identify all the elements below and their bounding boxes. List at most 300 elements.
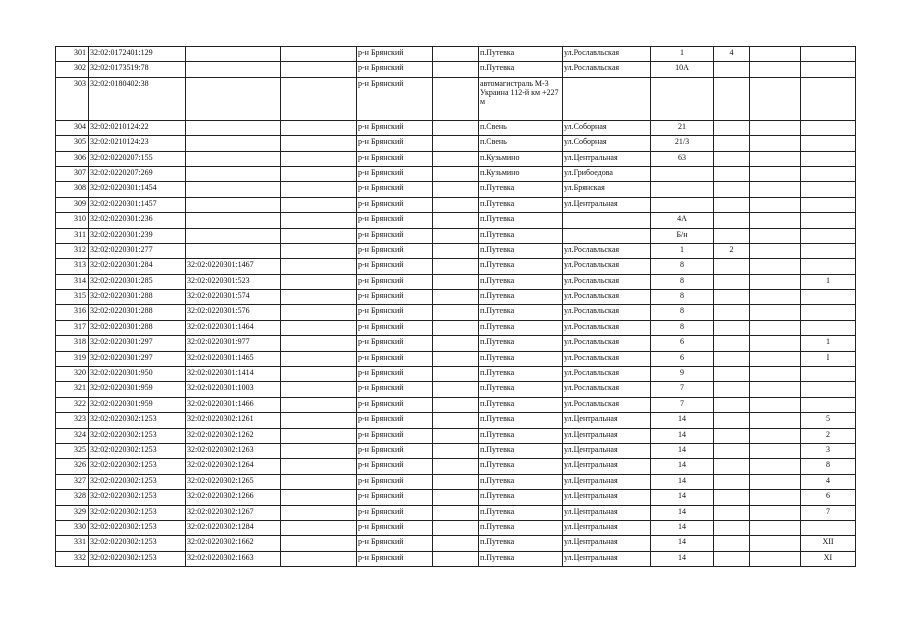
empty-cell — [433, 443, 479, 458]
empty-cell — [433, 290, 479, 305]
building-cell — [714, 459, 750, 474]
district-cell: р-н Брянский — [357, 182, 433, 197]
empty-cell — [281, 62, 357, 77]
apartment-cell — [801, 197, 856, 212]
empty-cell — [433, 474, 479, 489]
empty-cell — [281, 505, 357, 520]
linked-cadastral-number-cell: 32:02:0220302:1662 — [186, 536, 281, 551]
district-cell: р-н Брянский — [357, 197, 433, 212]
district-cell: р-н Брянский — [357, 62, 433, 77]
empty-cell — [281, 120, 357, 135]
linked-cadastral-number-cell: 32:02:0220301:1467 — [186, 259, 281, 274]
empty-cell — [433, 136, 479, 151]
table-row — [56, 520, 856, 535]
table-row — [56, 551, 856, 566]
building-cell — [714, 443, 750, 458]
house-number-cell: 14 — [651, 474, 714, 489]
district-cell: р-н Брянский — [357, 551, 433, 566]
apartment-cell — [801, 290, 856, 305]
building-cell — [714, 182, 750, 197]
empty-cell — [433, 243, 479, 258]
empty-cell — [281, 290, 357, 305]
empty-cell — [281, 520, 357, 535]
house-number-cell: 21/3 — [651, 136, 714, 151]
district-cell: р-н Брянский — [357, 536, 433, 551]
empty-cell — [433, 459, 479, 474]
table-row — [56, 120, 856, 135]
empty-cell — [281, 47, 357, 62]
linked-cadastral-number-cell: 32:02:0220302:1663 — [186, 551, 281, 566]
empty-cell — [433, 551, 479, 566]
cadastral-number-cell: 32:02:0220301:284 — [89, 259, 186, 274]
cadastral-number-cell: 32:02:0210124:23 — [89, 136, 186, 151]
empty-cell — [750, 443, 801, 458]
linked-cadastral-number-cell: 32:02:0220302:1262 — [186, 428, 281, 443]
linked-cadastral-number-cell: 32:02:0220301:977 — [186, 336, 281, 351]
table-row — [56, 320, 856, 335]
building-cell: 4 — [714, 47, 750, 62]
building-cell — [714, 274, 750, 289]
district-cell: р-н Брянский — [357, 367, 433, 382]
house-number-cell — [651, 166, 714, 181]
locality-cell: п.Путевка — [479, 274, 563, 289]
locality-cell: п.Путевка — [479, 320, 563, 335]
table-row — [56, 77, 856, 120]
house-number-cell: 8 — [651, 259, 714, 274]
cadastral-number-cell: 32:02:0210124:22 — [89, 120, 186, 135]
linked-cadastral-number-cell — [186, 136, 281, 151]
cadastral-number-cell: 32:02:0220302:1253 — [89, 551, 186, 566]
table-row — [56, 259, 856, 274]
document-page — [55, 46, 856, 567]
table-row — [56, 490, 856, 505]
row-number-cell: 321 — [56, 382, 89, 397]
linked-cadastral-number-cell — [186, 47, 281, 62]
apartment-cell — [801, 166, 856, 181]
locality-cell: п.Путевка — [479, 259, 563, 274]
street-cell: ул.Рославльская — [563, 305, 651, 320]
district-cell: р-н Брянский — [357, 259, 433, 274]
empty-cell — [281, 151, 357, 166]
building-cell — [714, 351, 750, 366]
empty-cell — [281, 243, 357, 258]
district-cell: р-н Брянский — [357, 228, 433, 243]
street-cell: ул.Рославльская — [563, 320, 651, 335]
empty-cell — [281, 197, 357, 212]
table-row — [56, 367, 856, 382]
street-cell: ул.Центральная — [563, 505, 651, 520]
linked-cadastral-number-cell: 32:02:0220301:1003 — [186, 382, 281, 397]
empty-cell — [433, 367, 479, 382]
empty-cell — [433, 77, 479, 120]
table-row — [56, 505, 856, 520]
street-cell: ул.Центральная — [563, 413, 651, 428]
building-cell — [714, 336, 750, 351]
building-cell — [714, 520, 750, 535]
empty-cell — [750, 490, 801, 505]
house-number-cell: 4А — [651, 213, 714, 228]
empty-cell — [433, 428, 479, 443]
linked-cadastral-number-cell — [186, 120, 281, 135]
cadastral-number-cell: 32:02:0220301:1457 — [89, 197, 186, 212]
empty-cell — [750, 397, 801, 412]
cadastral-number-cell: 32:02:0220301:297 — [89, 351, 186, 366]
table-row — [56, 459, 856, 474]
empty-cell — [433, 505, 479, 520]
cadastral-number-cell: 32:02:0220301:285 — [89, 274, 186, 289]
locality-cell: автомагистраль М-3 Украина 112-й км +227 м — [479, 77, 563, 120]
empty-cell — [750, 520, 801, 535]
empty-cell — [750, 428, 801, 443]
empty-cell — [433, 259, 479, 274]
table-row — [56, 290, 856, 305]
street-cell: ул.Центральная — [563, 459, 651, 474]
house-number-cell — [651, 197, 714, 212]
table-row — [56, 197, 856, 212]
linked-cadastral-number-cell — [186, 182, 281, 197]
house-number-cell: 14 — [651, 551, 714, 566]
house-number-cell: 10А — [651, 62, 714, 77]
district-cell: р-н Брянский — [357, 443, 433, 458]
cadastral-number-cell: 32:02:0220301:950 — [89, 367, 186, 382]
empty-cell — [433, 151, 479, 166]
empty-cell — [281, 413, 357, 428]
row-number-cell: 326 — [56, 459, 89, 474]
empty-cell — [281, 459, 357, 474]
street-cell: ул.Рославльская — [563, 382, 651, 397]
empty-cell — [433, 182, 479, 197]
table-row — [56, 536, 856, 551]
house-number-cell: 21 — [651, 120, 714, 135]
locality-cell: п.Свень — [479, 136, 563, 151]
district-cell: р-н Брянский — [357, 320, 433, 335]
house-number-cell: 63 — [651, 151, 714, 166]
table-row — [56, 228, 856, 243]
house-number-cell: 8 — [651, 320, 714, 335]
apartment-cell: 2 — [801, 428, 856, 443]
row-number-cell: 313 — [56, 259, 89, 274]
linked-cadastral-number-cell — [186, 213, 281, 228]
cadastral-number-cell: 32:02:0173519:78 — [89, 62, 186, 77]
locality-cell: п.Путевка — [479, 397, 563, 412]
empty-cell — [433, 166, 479, 181]
row-number-cell: 309 — [56, 197, 89, 212]
apartment-cell: 3 — [801, 443, 856, 458]
district-cell: р-н Брянский — [357, 520, 433, 535]
apartment-cell — [801, 182, 856, 197]
district-cell: р-н Брянский — [357, 474, 433, 489]
building-cell — [714, 213, 750, 228]
linked-cadastral-number-cell: 32:02:0220302:1284 — [186, 520, 281, 535]
empty-cell — [750, 274, 801, 289]
apartment-cell: I — [801, 351, 856, 366]
apartment-cell: 5 — [801, 413, 856, 428]
locality-cell: п.Кузьмино — [479, 151, 563, 166]
linked-cadastral-number-cell: 32:02:0220301:1414 — [186, 367, 281, 382]
row-number-cell: 318 — [56, 336, 89, 351]
street-cell: ул.Центральная — [563, 551, 651, 566]
cadastral-number-cell: 32:02:0220301:288 — [89, 305, 186, 320]
empty-cell — [281, 77, 357, 120]
row-number-cell: 314 — [56, 274, 89, 289]
cadastral-number-cell: 32:02:0220207:155 — [89, 151, 186, 166]
locality-cell: п.Путевка — [479, 474, 563, 489]
empty-cell — [750, 367, 801, 382]
linked-cadastral-number-cell: 32:02:0220302:1264 — [186, 459, 281, 474]
cadastral-number-cell: 32:02:0220301:288 — [89, 290, 186, 305]
building-cell — [714, 505, 750, 520]
empty-cell — [750, 228, 801, 243]
district-cell: р-н Брянский — [357, 213, 433, 228]
house-number-cell: 14 — [651, 413, 714, 428]
building-cell — [714, 367, 750, 382]
row-number-cell: 301 — [56, 47, 89, 62]
cadastral-number-cell: 32:02:0220302:1253 — [89, 520, 186, 535]
empty-cell — [750, 259, 801, 274]
linked-cadastral-number-cell: 32:02:0220302:1265 — [186, 474, 281, 489]
house-number-cell: 7 — [651, 382, 714, 397]
empty-cell — [750, 474, 801, 489]
cadastral-number-cell: 32:02:0220302:1253 — [89, 536, 186, 551]
linked-cadastral-number-cell — [186, 243, 281, 258]
locality-cell: п.Путевка — [479, 505, 563, 520]
house-number-cell — [651, 182, 714, 197]
apartment-cell — [801, 228, 856, 243]
locality-cell: п.Путевка — [479, 213, 563, 228]
empty-cell — [750, 197, 801, 212]
empty-cell — [281, 320, 357, 335]
building-cell — [714, 62, 750, 77]
apartment-cell — [801, 520, 856, 535]
row-number-cell: 332 — [56, 551, 89, 566]
linked-cadastral-number-cell: 32:02:0220301:1466 — [186, 397, 281, 412]
house-number-cell: 14 — [651, 428, 714, 443]
cadastral-number-cell: 32:02:0220302:1253 — [89, 413, 186, 428]
building-cell — [714, 413, 750, 428]
building-cell — [714, 136, 750, 151]
empty-cell — [433, 120, 479, 135]
building-cell: 2 — [714, 243, 750, 258]
table-row — [56, 382, 856, 397]
apartment-cell — [801, 62, 856, 77]
cadastral-number-cell: 32:02:0172401:129 — [89, 47, 186, 62]
locality-cell: п.Путевка — [479, 520, 563, 535]
empty-cell — [750, 551, 801, 566]
linked-cadastral-number-cell: 32:02:0220302:1266 — [186, 490, 281, 505]
empty-cell — [433, 397, 479, 412]
district-cell: р-н Брянский — [357, 382, 433, 397]
cadastral-number-cell: 32:02:0220302:1253 — [89, 428, 186, 443]
street-cell: ул.Рославльская — [563, 47, 651, 62]
row-number-cell: 303 — [56, 77, 89, 120]
building-cell — [714, 536, 750, 551]
locality-cell: п.Путевка — [479, 490, 563, 505]
street-cell: ул.Центральная — [563, 197, 651, 212]
apartment-cell — [801, 243, 856, 258]
locality-cell: п.Путевка — [479, 228, 563, 243]
cadastral-number-cell: 32:02:0220302:1253 — [89, 505, 186, 520]
district-cell: р-н Брянский — [357, 305, 433, 320]
empty-cell — [750, 120, 801, 135]
apartment-cell — [801, 151, 856, 166]
locality-cell: п.Путевка — [479, 290, 563, 305]
empty-cell — [433, 274, 479, 289]
district-cell: р-н Брянский — [357, 274, 433, 289]
street-cell: ул.Рославльская — [563, 397, 651, 412]
empty-cell — [750, 305, 801, 320]
building-cell — [714, 197, 750, 212]
street-cell: ул.Рославльская — [563, 274, 651, 289]
empty-cell — [750, 505, 801, 520]
locality-cell: п.Путевка — [479, 413, 563, 428]
street-cell: ул.Рославльская — [563, 367, 651, 382]
street-cell — [563, 213, 651, 228]
row-number-cell: 316 — [56, 305, 89, 320]
street-cell: ул.Рославльская — [563, 290, 651, 305]
district-cell: р-н Брянский — [357, 290, 433, 305]
house-number-cell: 8 — [651, 305, 714, 320]
row-number-cell: 323 — [56, 413, 89, 428]
table-body — [56, 47, 856, 567]
empty-cell — [433, 197, 479, 212]
district-cell: р-н Брянский — [357, 428, 433, 443]
cadastral-number-cell: 32:02:0220301:277 — [89, 243, 186, 258]
empty-cell — [281, 474, 357, 489]
locality-cell: п.Путевка — [479, 459, 563, 474]
empty-cell — [750, 351, 801, 366]
empty-cell — [433, 413, 479, 428]
empty-cell — [281, 428, 357, 443]
linked-cadastral-number-cell — [186, 62, 281, 77]
empty-cell — [433, 320, 479, 335]
building-cell — [714, 166, 750, 181]
house-number-cell: 1 — [651, 243, 714, 258]
apartment-cell — [801, 136, 856, 151]
empty-cell — [750, 536, 801, 551]
row-number-cell: 310 — [56, 213, 89, 228]
empty-cell — [433, 382, 479, 397]
table-row — [56, 136, 856, 151]
empty-cell — [281, 274, 357, 289]
locality-cell: п.Путевка — [479, 382, 563, 397]
house-number-cell: 14 — [651, 520, 714, 535]
street-cell: ул.Центральная — [563, 443, 651, 458]
apartment-cell — [801, 47, 856, 62]
cadastral-number-cell: 32:02:0220301:959 — [89, 397, 186, 412]
table-row — [56, 182, 856, 197]
apartment-cell — [801, 367, 856, 382]
empty-cell — [281, 367, 357, 382]
linked-cadastral-number-cell: 32:02:0220301:1465 — [186, 351, 281, 366]
street-cell: ул.Центральная — [563, 520, 651, 535]
locality-cell: п.Путевка — [479, 305, 563, 320]
empty-cell — [750, 459, 801, 474]
table-row — [56, 151, 856, 166]
row-number-cell: 325 — [56, 443, 89, 458]
empty-cell — [433, 47, 479, 62]
locality-cell: п.Путевка — [479, 351, 563, 366]
table-row — [56, 397, 856, 412]
row-number-cell: 308 — [56, 182, 89, 197]
building-cell — [714, 474, 750, 489]
empty-cell — [433, 490, 479, 505]
empty-cell — [750, 413, 801, 428]
registry-table — [55, 46, 856, 567]
cadastral-number-cell: 32:02:0220301:236 — [89, 213, 186, 228]
empty-cell — [750, 166, 801, 181]
locality-cell: п.Путевка — [479, 536, 563, 551]
apartment-cell: 8 — [801, 459, 856, 474]
row-number-cell: 327 — [56, 474, 89, 489]
linked-cadastral-number-cell — [186, 197, 281, 212]
building-cell — [714, 120, 750, 135]
empty-cell — [281, 397, 357, 412]
street-cell: ул.Центральная — [563, 151, 651, 166]
locality-cell: п.Путевка — [479, 243, 563, 258]
cadastral-number-cell: 32:02:0220301:1454 — [89, 182, 186, 197]
street-cell: ул.Центральная — [563, 474, 651, 489]
building-cell — [714, 320, 750, 335]
building-cell — [714, 551, 750, 566]
row-number-cell: 312 — [56, 243, 89, 258]
apartment-cell: 4 — [801, 474, 856, 489]
table-row — [56, 62, 856, 77]
building-cell — [714, 382, 750, 397]
district-cell: р-н Брянский — [357, 136, 433, 151]
linked-cadastral-number-cell — [186, 228, 281, 243]
house-number-cell: 14 — [651, 459, 714, 474]
empty-cell — [750, 47, 801, 62]
street-cell: ул.Грибоедова — [563, 166, 651, 181]
empty-cell — [281, 536, 357, 551]
table-row — [56, 474, 856, 489]
house-number-cell: 14 — [651, 505, 714, 520]
building-cell — [714, 259, 750, 274]
district-cell: р-н Брянский — [357, 151, 433, 166]
locality-cell: п.Путевка — [479, 62, 563, 77]
linked-cadastral-number-cell: 32:02:0220302:1261 — [186, 413, 281, 428]
row-number-cell: 322 — [56, 397, 89, 412]
locality-cell: п.Кузьмино — [479, 166, 563, 181]
linked-cadastral-number-cell: 32:02:0220301:1464 — [186, 320, 281, 335]
street-cell — [563, 228, 651, 243]
row-number-cell: 324 — [56, 428, 89, 443]
linked-cadastral-number-cell: 32:02:0220301:576 — [186, 305, 281, 320]
street-cell: ул.Рославльская — [563, 336, 651, 351]
linked-cadastral-number-cell: 32:02:0220302:1263 — [186, 443, 281, 458]
building-cell — [714, 490, 750, 505]
table-row — [56, 274, 856, 289]
district-cell: р-н Брянский — [357, 505, 433, 520]
cadastral-number-cell: 32:02:0180402:38 — [89, 77, 186, 120]
apartment-cell — [801, 77, 856, 120]
row-number-cell: 319 — [56, 351, 89, 366]
street-cell: ул.Центральная — [563, 490, 651, 505]
empty-cell — [281, 166, 357, 181]
cadastral-number-cell: 32:02:0220302:1253 — [89, 459, 186, 474]
apartment-cell: 1 — [801, 336, 856, 351]
row-number-cell: 328 — [56, 490, 89, 505]
empty-cell — [281, 259, 357, 274]
district-cell: р-н Брянский — [357, 490, 433, 505]
empty-cell — [433, 351, 479, 366]
table-row — [56, 443, 856, 458]
empty-cell — [281, 551, 357, 566]
district-cell: р-н Брянский — [357, 120, 433, 135]
empty-cell — [750, 320, 801, 335]
apartment-cell: XII — [801, 536, 856, 551]
row-number-cell: 317 — [56, 320, 89, 335]
